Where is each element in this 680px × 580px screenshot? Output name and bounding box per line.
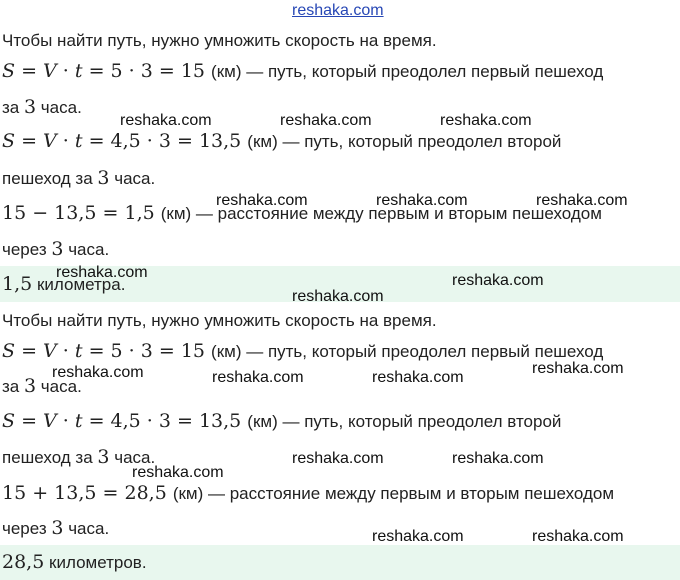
watermark: reshaka.com	[532, 360, 624, 377]
watermark: reshaka.com	[440, 112, 532, 129]
solution2-answer: 28,5 километров.	[0, 545, 680, 580]
solution1-equation2: S = V · t = 4,5 · 3 = 13,5 (км) — путь, который преодолел второй	[2, 130, 562, 152]
watermark: reshaka.com	[216, 192, 308, 209]
watermark: reshaka.com	[120, 112, 212, 129]
solution1-equation2-wrap: пешеход за 3 часа.	[2, 167, 156, 189]
watermark: reshaka.com	[212, 369, 304, 386]
watermark: reshaka.com	[452, 272, 544, 289]
watermark: reshaka.com	[132, 464, 224, 481]
watermark: reshaka.com	[372, 369, 464, 386]
watermark: reshaka.com	[52, 364, 144, 381]
watermark: reshaka.com	[376, 192, 468, 209]
solution2-equation2-wrap: пешеход за 3 часа.	[2, 446, 156, 468]
watermark: reshaka.com	[56, 264, 148, 281]
solution1-equation1: S = V · t = 5 · 3 = 15 (км) — путь, который преодолел первый пешеход	[2, 60, 604, 82]
solution1-equation3-wrap: через 3 часа.	[2, 238, 110, 260]
solution2-equation1-wrap: за 3 часа.	[2, 375, 82, 397]
watermark: reshaka.com	[292, 288, 384, 305]
watermark: reshaka.com	[280, 112, 372, 129]
solution2-equation3: 15 + 13,5 = 28,5 (км) — расстояние между первым и вторым пешеходом	[2, 482, 615, 504]
solution2-intro: Чтобы найти путь, нужно умножить скорость на время.	[2, 311, 437, 330]
watermark-link[interactable]: reshaka.com	[292, 2, 384, 19]
watermark: reshaka.com	[292, 450, 384, 467]
watermark: reshaka.com	[532, 528, 624, 545]
watermark: reshaka.com	[536, 192, 628, 209]
watermark: reshaka.com	[452, 450, 544, 467]
solution1-equation1-wrap: за 3 часа.	[2, 96, 82, 118]
solution1-intro: Чтобы найти путь, нужно умножить скорость на время.	[2, 31, 437, 50]
solution1-equation3: 15 − 13,5 = 1,5 (км) — расстояние между первым и вторым пешеходом	[2, 202, 602, 224]
watermark: reshaka.com	[372, 528, 464, 545]
solution2-equation2: S = V · t = 4,5 · 3 = 13,5 (км) — путь, который преодолел второй	[2, 410, 562, 432]
solution1-answer: 1,5 километра.	[0, 266, 680, 302]
solution2-equation1: S = V · t = 5 · 3 = 15 (км) — путь, который преодолел первый пешеход	[2, 340, 604, 362]
solution2-equation3-wrap: через 3 часа.	[2, 517, 110, 539]
